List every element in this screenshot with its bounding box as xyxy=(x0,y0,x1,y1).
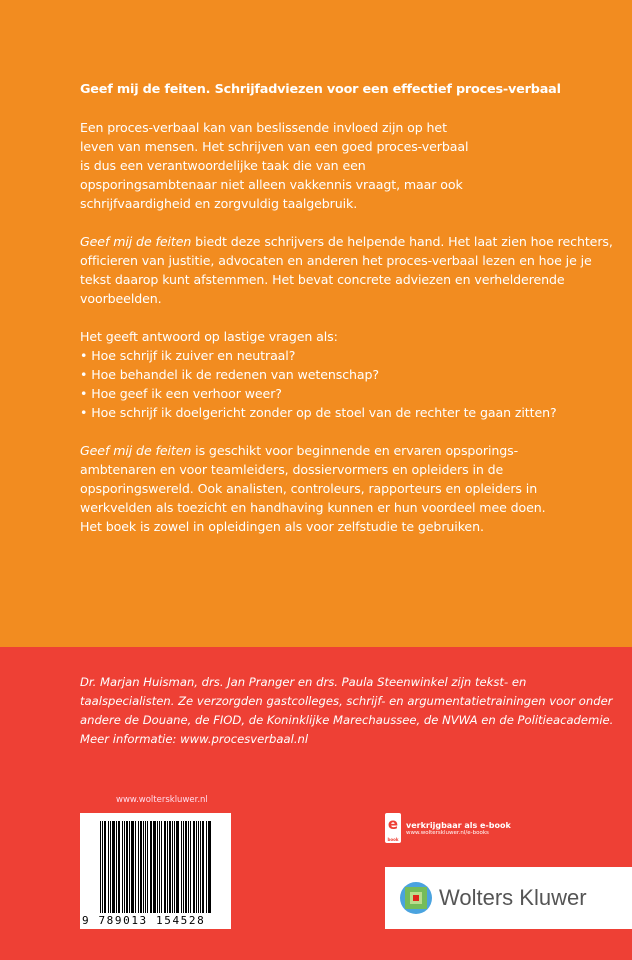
ebook-icon-letter: e xyxy=(387,815,399,833)
barcode-bar xyxy=(145,821,146,913)
barcode-bar xyxy=(196,821,197,913)
barcode-bar xyxy=(172,821,173,913)
barcode-bar xyxy=(131,821,134,913)
barcode-bars xyxy=(100,821,222,913)
ebook-icon xyxy=(385,813,401,843)
barcode-bar xyxy=(190,821,191,913)
barcode-bar xyxy=(122,821,123,913)
barcode-bar xyxy=(135,821,136,913)
title-emphasis: Geef mij de feiten xyxy=(80,234,192,249)
title-emphasis: Geef mij de feiten xyxy=(80,443,192,458)
barcode-bar xyxy=(198,821,199,913)
list-item: • Hoe behandel ik de redenen van wetenschap? xyxy=(80,365,620,384)
paragraph-help xyxy=(80,232,620,308)
barcode-bar xyxy=(138,821,139,913)
barcode-bar xyxy=(126,821,128,913)
barcode-bar xyxy=(147,821,148,913)
blurb xyxy=(80,118,620,555)
book-title: Geef mij de feiten. Schrijfadviezen voor een effectief proces-verbaal xyxy=(80,82,561,97)
barcode-bar xyxy=(161,821,162,913)
author-bio: Dr. Marjan Huisman, drs. Jan Pranger en drs. Paula Steenwinkel zijn tekst- en taalspecialisten. Ze verzorgden gastcolleges, schrijf- en argumentatietrainingen voor onder andere de Douane, de FIOD, de Koninklijke Marechaussee, de NVWA en de Politieacademie. Meer informatie: www.procesverbaal.nl xyxy=(80,675,614,746)
barcode-bar xyxy=(176,821,179,913)
barcode-bar xyxy=(157,821,158,913)
barcode-bar xyxy=(174,821,175,913)
paragraph-intro: Een proces-verbaal kan van beslissende invloed zijn op het leven van mensen. Het schrijven van een goed proces-verbaal is dus een verantwoordelijke taak die van een opsporingsambtenaar niet alleen vakkennis vraagt, maar ook schrijfvaardigheid en zorgvuldig taalgebruik. xyxy=(80,120,469,211)
barcode-bar xyxy=(124,821,125,913)
ebook-label: verkrijgbaar als e-book xyxy=(406,820,511,830)
list-item: • Hoe geef ik een verhoor weer? xyxy=(80,384,620,403)
barcode-bar xyxy=(183,821,184,913)
barcode-bar xyxy=(110,821,111,913)
publisher-name: Wolters Kluwer xyxy=(439,885,587,910)
barcode-bar xyxy=(169,821,171,913)
ebook-icon-label: book xyxy=(387,837,399,842)
barcode-bar xyxy=(100,821,101,913)
ebook-url: www.wolterskluwer.nl/e-books xyxy=(406,829,489,836)
barcode-bar xyxy=(164,821,166,913)
list-item: • Hoe schrijf ik doelgericht zonder op de stoel van de rechter te gaan zitten? xyxy=(80,403,620,422)
list-item: • Hoe schrijf ik zuiver en neutraal? xyxy=(80,346,620,365)
barcode-bar xyxy=(116,821,117,913)
questions-intro: Het geeft antwoord op lastige vragen als: xyxy=(80,329,338,344)
barcode-bar xyxy=(143,821,144,913)
barcode-bar xyxy=(153,821,156,913)
barcode-bar xyxy=(108,821,109,913)
barcode-bar xyxy=(104,821,106,913)
barcode-bar xyxy=(185,821,187,913)
isbn-number: 9 789013 154528 xyxy=(82,914,206,927)
questions-list xyxy=(80,346,620,422)
barcode-bar xyxy=(140,821,142,913)
barcode-bar xyxy=(193,821,195,913)
wolters-kluwer-globe-icon xyxy=(399,881,433,915)
barcode-bar xyxy=(167,821,168,913)
barcode-bar xyxy=(181,821,182,913)
barcode-bar xyxy=(129,821,130,913)
barcode-bar xyxy=(188,821,189,913)
ebook-badge xyxy=(385,813,511,843)
cover-bottom xyxy=(0,647,632,960)
paragraph-text: is geschikt voor beginnende en ervaren opsporings-ambtenaren en voor teamleiders, dossiervormers en opleiders in de opsporingswereld. Ook analisten, controleurs, rapporteurs en opleiders in werkvelden als toezicht en handhaving kunnen er hun voordeel mee doen. Het boek is zowel in opleidingen als voor zelfstudie te gebruiken. xyxy=(80,443,546,534)
paragraph-text: biedt deze schrijvers de helpende hand. Het laat zien hoe rechters, officieren van justitie, advocaten en anderen het proces-verbaal lezen en hoe je je tekst daarop kunt afstemmen. Het bevat concrete adviezen en verhelderende voorbeelden. xyxy=(80,234,613,306)
barcode-bar xyxy=(118,821,120,913)
barcode-bar xyxy=(202,821,204,913)
barcode-bar xyxy=(102,821,103,913)
publisher-url: www.wolterskluwer.nl xyxy=(116,795,208,805)
barcode-bar xyxy=(159,821,160,913)
barcode-bar xyxy=(208,821,211,913)
barcode-bar xyxy=(150,821,152,913)
barcode-bar xyxy=(112,821,115,913)
barcode-bar xyxy=(200,821,201,913)
barcode xyxy=(80,813,231,929)
publisher-logo xyxy=(385,867,632,929)
barcode-bar xyxy=(206,821,207,913)
paragraph-audience xyxy=(80,441,550,536)
